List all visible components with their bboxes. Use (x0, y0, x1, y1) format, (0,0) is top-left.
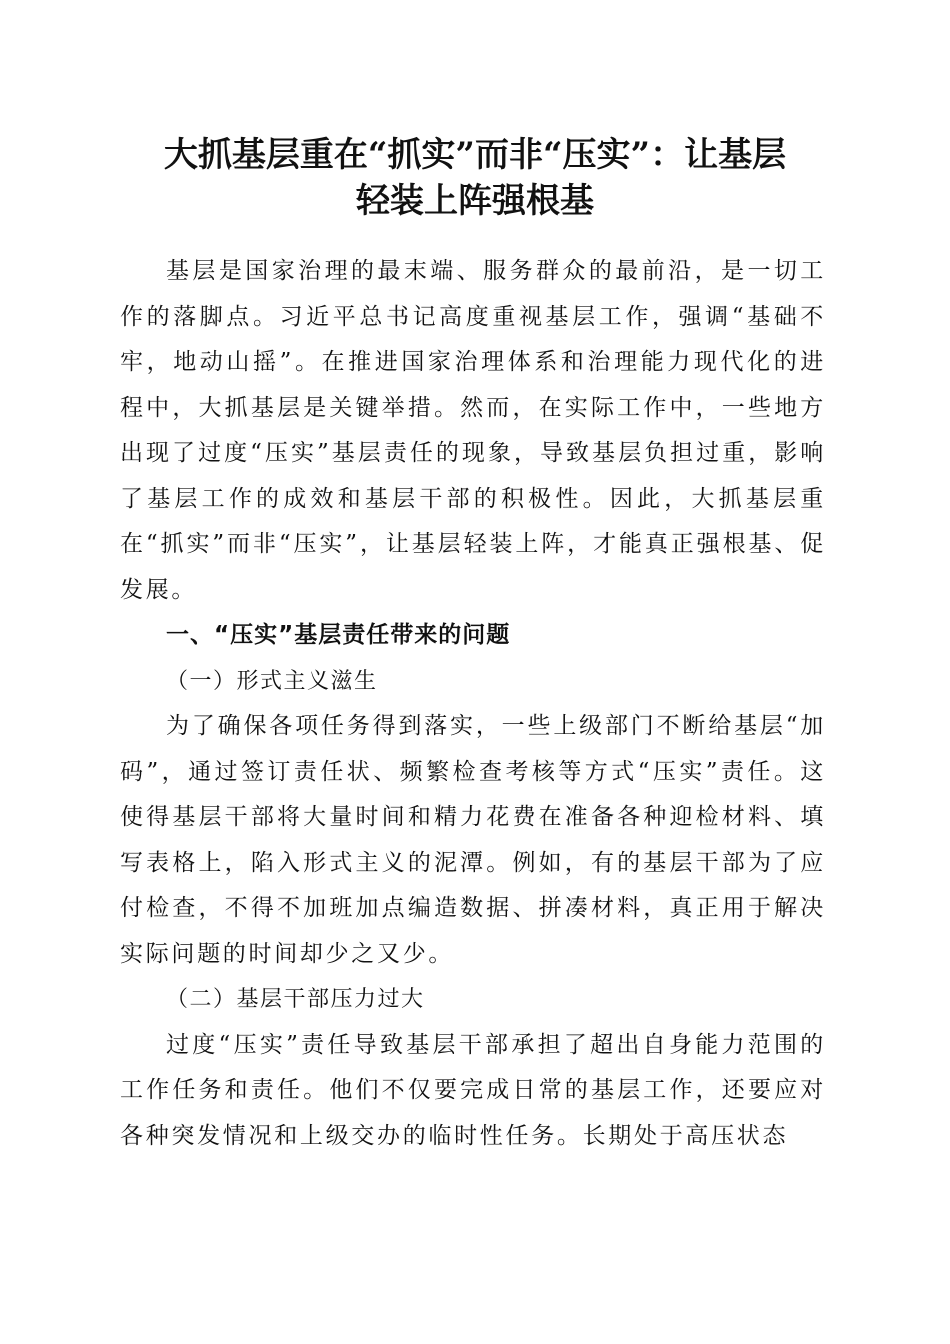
subsection-heading-2: （二）基层干部压力过大 (166, 987, 425, 1012)
intro-paragraph: 基层是国家治理的最末端、服务群众的最前沿，是一切工作的落脚点。习近平总书记高度重视基层工作，强调“基础不牢，地动山摇”。在推进国家治理体系和治理能力现代化的进程中，大抓基层是关键举措。然而，在实际工作中，一些地方出现了过度“压实”基层责任的现象，导致基层负担过重，影响了基层工作的成效和基层干部的积极性。因此，大抓基层重在“抓实”而非“压实”，让基层轻装上阵，才能真正强根基、促发展。 (120, 258, 826, 603)
document-body (120, 249, 826, 1159)
section-heading-1: 一、“压实”基层责任带来的问题 (166, 622, 511, 648)
subsection-heading-1: （一）形式主义滋生 (166, 668, 378, 694)
subsection-2-paragraph: 过度“压实”责任导致基层干部承担了超出自身能力范围的工作任务和责任。他们不仅要完成日常的基层工作，还要应对各种突发情况和上级交办的临时性任务。长期处于高压状态 (120, 1031, 826, 1149)
title-line-1: 大抓基层重在“抓实”而非“压实”：让基层 (163, 135, 787, 175)
subsection-1-paragraph: 为了确保各项任务得到落实，一些上级部门不断给基层“加码”，通过签订责任状、频繁检查考核等方式“压实”责任。这使得基层干部将大量时间和精力花费在准备各种迎检材料、填写表格上，陷入形式主义的泥潭。例如，有的基层干部为了应付检查，不得不加班加点编造数据、拼凑材料，真正用于解决实际问题的时间却少之又少。 (120, 713, 826, 967)
title-line-2: 轻装上阵强根基 (356, 181, 594, 221)
document-title (100, 132, 850, 224)
